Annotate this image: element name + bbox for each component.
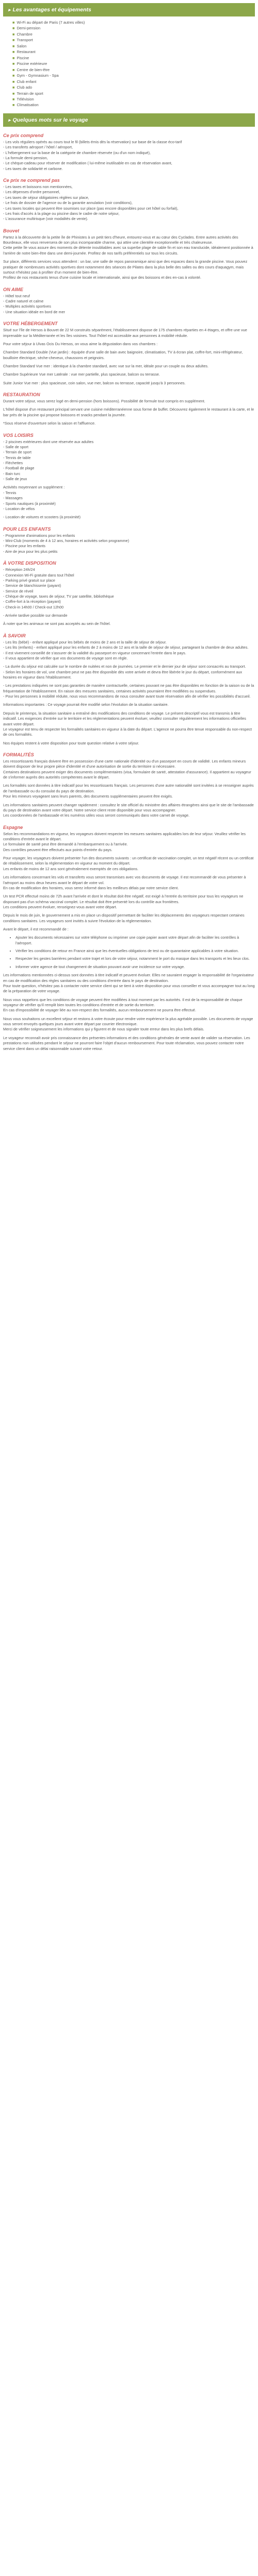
text-line: Cette petite île vous assure des moments de détente inoubliables avec sa superbe plage de sable fin et son eau translucide, idéalement positionnée à l'arrière de notre bien-être dans une demi-journée. Profitez de nos tarifs préférentiels sur tous les circuits. — [3, 245, 253, 256]
text-line: Depuis le printemps, la situation sanitaire a entraîné des modifications des conditions de voyage. Le présent descriptif vous est transmis à titre indicatif. Les exigences d'entrée sur le territoire et les réglementations peuvent évoluer, veuillez consulter régulièrement les informations officielles avant votre départ. — [3, 710, 246, 726]
paragraph — [3, 567, 255, 610]
text-line: - L'assurance multirisque (voir modalités de vente). — [3, 216, 88, 222]
text-line: Chambre Standard Vue mer : identique à la chambre standard, avec vue sur la mer, idéale pour un couple ou deux adultes. — [3, 363, 209, 368]
section-heading: RESTAURATION — [3, 392, 40, 398]
feature-item — [12, 79, 255, 84]
text-line: Selon les recommandations en vigueur, les voyageurs doivent respecter les mesures sanitaires applicables lors de leur séjour. Veuillez vérifier les conditions d'entrée avant le départ. — [3, 831, 246, 842]
paragraph — [3, 140, 255, 172]
paragraph — [3, 1016, 255, 1032]
feature-item — [12, 67, 255, 73]
paragraph — [3, 350, 255, 361]
text-line: - Les frais d'accès à la plage ou piscine dans le cadre de notre séjour, — [3, 211, 120, 216]
text-line: - Selon les horaires de vol, une chambre peut ne pas être disponible dès votre arrivée et devra être libérée le jour du départ, conformément aux horaires en vigueur dans l'établissement. — [3, 669, 243, 680]
banner-title: Les avantages et équipements — [12, 7, 91, 13]
section-banner-features — [3, 3, 255, 16]
bullet-icon: ■ — [12, 85, 15, 90]
paragraph — [3, 259, 255, 280]
bullet-icon: ■ — [12, 31, 15, 37]
paragraph — [3, 485, 255, 512]
feature-label: Demi-pension — [17, 26, 41, 31]
bullet-icon: ■ — [12, 26, 15, 31]
section-heading: À VOTRE DISPOSITION — [3, 561, 56, 566]
text-line: Merci de vérifier soigneusement les informations qui y figurent et de nous signaler toute erreur dans les plus brefs délais. — [3, 1027, 204, 1032]
feature-item — [12, 91, 255, 96]
bullet-icon: ■ — [12, 49, 15, 55]
text-line: - Sports nautiques (à proximité) — [3, 501, 56, 506]
text-line: - Tennis de table — [3, 455, 31, 460]
content-section — [3, 824, 255, 1052]
text-line: Profitez de nos restaurants tenus d'une cuisine locale et internationale, ainsi que des boissons et des en-cas à volonté. — [3, 275, 201, 280]
paragraph — [3, 1036, 255, 1052]
text-line: - Tennis — [3, 490, 17, 495]
text-line: - Terrain de sport — [3, 450, 32, 455]
text-line: - Piscine pour les enfants — [3, 544, 45, 549]
feature-label: Télévision — [17, 97, 34, 101]
feature-item — [12, 73, 255, 78]
section-heading: POUR LES ENFANTS — [3, 526, 51, 532]
feature-item — [12, 55, 255, 61]
feature-label: Centre de bien-être — [17, 67, 50, 72]
text-line: - Hôtel tout neuf — [3, 293, 30, 298]
text-line: - Location de vélos — [3, 506, 35, 511]
paragraph — [3, 875, 255, 891]
banner-title: Quelques mots sur le voyage — [12, 116, 88, 123]
list-item: • Vérifier les conditions de retour en France ainsi que les éventuelles obligations de test ou de quarantaine applicables à votre situation. — [15, 948, 255, 954]
paragraph — [3, 364, 255, 369]
text-line: Nous vous rappelons que les conditions de voyage peuvent être modifiées à tout moment par les autorités. Il est de la responsabilité de chaque voyageur de vérifier qu'il remplit bien toutes les conditions d'entrée et de sortie du territoire. — [3, 997, 243, 1007]
section-banner-trip — [3, 113, 255, 127]
text-line: - Connexion Wi-Fi gratuite dans tout l'hôtel — [3, 572, 74, 578]
bullet-icon: ■ — [12, 43, 15, 48]
text-line: - Les dépenses d'ordre personnel, — [3, 190, 60, 195]
content-section — [3, 320, 255, 386]
text-line: Certaines destinations peuvent exiger des documents complémentaires (visa, formulaire de santé, attestation d'assurance). Il appartient au voyageur de s'informer auprès des autorités compétentes avant le départ. — [3, 769, 251, 780]
text-line: - Une situation idéale en bord de mer — [3, 309, 66, 314]
feature-item — [12, 49, 255, 55]
text-line: Le voyageur reconnaît avoir pris connaissance des présentes informations et des conditions générales de vente avant de valider sa réservation. Les prestations non utilisées pendant le séjour ne pourront faire l'objet d'aucun remboursement. Pour toute réclamation, vous pouvez contacter notre service client dans un délai raisonnable suivant votre retour. — [3, 1035, 250, 1051]
bullet-icon: ■ — [12, 91, 15, 96]
text-line: Le voyageur est tenu de respecter les formalités sanitaires en vigueur à la date du départ. L'agence ne pourra être tenue responsable du non-respect de ces formalités. — [3, 726, 252, 737]
text-line: - Les lits (bébé) - enfant appliqué pour les bébés de moins de 2 ans et la taille de séjour de séjour. — [3, 639, 167, 645]
text-line: Pour voyager, les voyageurs doivent présenter l'un des documents suivants : un certificat de vaccination complet, un test négatif récent ou un certificat de rétablissement, selon la réglementation en vigueur au moment du départ. — [3, 856, 254, 866]
text-line: Activités moyennant un supplément : — [3, 485, 65, 490]
paragraph — [3, 702, 255, 707]
feature-item — [12, 31, 255, 37]
paragraph — [3, 973, 255, 994]
feature-item — [12, 20, 255, 25]
text-line: - Service de blanchisserie (payant) — [3, 583, 61, 588]
text-line: - Les taxes de séjour obligatoires réglées sur place, — [3, 195, 89, 200]
text-line: - Arrivée tardive possible sur demande — [3, 613, 68, 618]
paragraph — [3, 783, 255, 799]
feature-item — [12, 84, 255, 90]
paragraph — [3, 856, 255, 872]
feature-label: Club ado — [17, 85, 33, 90]
paragraph — [3, 741, 255, 746]
text-line: Nos équipes restent à votre disposition pour toute question relative à votre séjour. — [3, 740, 139, 745]
text-line: Chambre Supérieure Vue mer Latérale : vue mer partielle, plus spacieuse, balcon ou terrasse. — [3, 372, 160, 377]
feature-label: Transport — [17, 38, 33, 43]
bullet-icon: ■ — [12, 73, 15, 78]
bullet-icon: ■ — [12, 38, 15, 43]
paragraph — [3, 328, 255, 338]
content-section — [3, 560, 255, 627]
text-line: - Pour les personnes à mobilité réduite, nous vous recommandons de nous consulter avant toute réservation afin de vérifier les possibilités d'accueil. — [3, 694, 251, 699]
text-line: - Les prestations indiquées ne sont pas garanties de manière contractuelle, certaines pouvant ne pas être disponibles en fonction de la saison ou de la fréquentation de l'établissement. En raison des mesures sanitaires, certaines activités pourraient être modifiées ou suspendues. — [3, 683, 254, 693]
text-line: Pour votre séjour à Ulvas Ocis Du Hersos, on vous aime la dégustation dans vos chambres : — [3, 341, 158, 346]
feature-item — [12, 61, 255, 66]
text-line: - Les taxes de solidarité et carbone. — [3, 166, 63, 171]
section-heading: VOTRE HÉBERGEMENT — [3, 321, 58, 327]
triangle-icon: ▸ — [8, 7, 11, 12]
text-line: - La durée du séjour est calculée sur le nombre de nuitées et non de journées. Le premier et le dernier jour de séjour sont consacrés au transport. — [3, 664, 246, 669]
paragraph — [3, 421, 255, 426]
text-line: - Football de plage — [3, 466, 35, 471]
feature-label: Salon — [17, 43, 27, 48]
text-line: Les formalités sont données à titre indicatif pour les ressortissants français. Les personnes d'une autre nationalité sont invitées à se renseigner auprès de l'ambassade ou du consulat du pays de destination. — [3, 783, 254, 793]
text-line: - Massages — [3, 496, 23, 501]
text-line: Depuis le mois de juin, le gouvernement a mis en place un dispositif permettant de faciliter les déplacements des voyageurs respectant certaines conditions sanitaires. Les voyageurs sont invités à suivre l'évolution de la réglementation. — [3, 913, 245, 923]
text-line: Un test PCR effectué moins de 72h avant l'arrivée et dont le résultat doit être négatif, est exigé à l'entrée du territoire pour tous les voyageurs ne disposant pas d'un schéma vaccinal complet. Le résultat doit être présenté lors du contrôle aux frontières. — [3, 894, 244, 904]
text-line: - Le frais de dossier de l'agence ou de la garantie annulation (voir conditions), — [3, 200, 133, 206]
feature-label: Chambre — [17, 31, 33, 37]
section-heading: À SAVOIR — [3, 633, 26, 638]
text-line: Suite Junior Vue mer : plus spacieuse, coin salon, vue mer, balcon ou terrasse, capacité jusqu'à 3 personnes. — [3, 380, 186, 385]
section-heading: Ce prix comprend — [3, 132, 44, 138]
feature-label: Terrain de sport — [17, 91, 43, 96]
feature-item — [12, 37, 255, 43]
text-line: - Cadre naturel et calme — [3, 299, 44, 303]
content-section — [3, 392, 255, 427]
text-line: En cas d'impossibilité de voyager liée au non-respect des formalités, aucun remboursement ne pourra être effectué. — [3, 1008, 197, 1013]
feature-label: Climatisation — [17, 103, 39, 108]
triangle-icon: ▸ — [8, 117, 11, 123]
paragraph — [3, 515, 255, 520]
paragraph — [3, 407, 255, 418]
bullet-list — [3, 935, 255, 970]
content-section — [3, 432, 255, 520]
trip-content — [3, 132, 255, 1052]
text-line: Le formulaire de santé peut être demandé à l'embarquement ou à l'arrivée. — [3, 842, 128, 847]
text-line: Avant le départ, il est recommandé de : — [3, 927, 69, 932]
text-line: À noter que les animaux ne sont pas acceptés au sein de l'hôtel. — [3, 621, 111, 626]
text-line: - Chèque de voyage, taxes de séjour, TV par satellite, bibliothèque — [3, 594, 114, 599]
feature-item — [12, 102, 255, 108]
paragraph — [3, 613, 255, 618]
text-line: - Il vous appartient de vérifier que vos documents de voyage sont en règle. — [3, 655, 128, 660]
content-section — [3, 228, 255, 281]
text-line: Les conditions peuvent évoluer, renseignez-vous avant votre départ. — [3, 904, 117, 909]
content-section — [3, 177, 255, 222]
bullet-icon: ■ — [12, 67, 15, 72]
paragraph — [3, 184, 255, 222]
paragraph — [3, 372, 255, 377]
paragraph — [3, 235, 255, 256]
section-heading: Bouvet — [3, 228, 20, 233]
text-line: - Les transferts aéroport / hôtel / aéroport, — [3, 145, 73, 150]
text-line: - Le chèque-cadeau pour réserver de modification ( lui-même inutilisable en cas de réservation avant, — [3, 161, 172, 166]
text-line: Situé sur l'île de Hersos à Bouvet de 22 M construits séparément, l'établissement dispose de 175 chambres réparties en 4 étages, et offre une vue imprenable sur la Méditerranée et les îles voisines. Tout l'hôtel est accessible aux personnes à mobilité réduite. — [3, 328, 247, 338]
paragraph — [3, 927, 255, 932]
text-line: *Sous réserve d'ouverture selon la saison et l'affluence. — [3, 421, 96, 426]
text-line: - Il est vivement conseillé de s'assurer de la validité du passeport en vigueur concernant l'entrée dans le pays. — [3, 650, 186, 655]
text-line: Les informations sanitaires peuvent changer rapidement : consultez le site officiel du ministère des affaires étrangères ainsi que le site de l'ambassade du pays de destination avant votre départ. Notre service client reste disponible pour vous accompagner. — [3, 802, 254, 812]
text-line: Informations importantes : Ce voyage pourrait être modifié selon l'évolution de la situation sanitaire. — [3, 702, 169, 707]
feature-label: Piscine extérieure — [17, 61, 47, 66]
text-line: Sur place, différents services vous attendent : un bar, une salle de repos panoramique ainsi que des espaces dans la grande piscine. Vous pouvez pratiquer de nombreuses activités sportives dont notamment des séances de Pilates dans la plus belle des salles ou des cours d'aquagym, mais surtout n'hésitez pas à profiter d'un moment de bien-être. — [3, 259, 248, 275]
paragraph — [3, 533, 255, 554]
paragraph — [3, 294, 255, 315]
section-heading: Espagne — [3, 824, 23, 830]
text-line: - Mini-Club (moments de 4 à 12 ans, horaires et activités selon programme) — [3, 538, 130, 544]
text-line: - Réception 24h/24 — [3, 567, 35, 572]
content-section — [3, 132, 255, 172]
text-line: En cas de modification des horaires, vous serez informé dans les meilleurs délais par notre service client. — [3, 885, 179, 890]
text-line: Pour les mineurs voyageant sans leurs parents, des documents supplémentaires peuvent être exigés. — [3, 794, 173, 799]
bullet-icon: ■ — [12, 20, 15, 25]
text-line: - 2 piscines extérieures dont une réservée aux adultes — [3, 439, 94, 444]
text-line: - Les lits (enfants) - enfant appliqué pour les enfants de 2 à moins de 12 ans et la taille de séjour de séjour, partageant la chambre de deux adultes. — [3, 645, 249, 650]
text-line: Des contrôles peuvent être effectués aux points d'entrée du pays. — [3, 847, 112, 852]
paragraph — [3, 640, 255, 661]
content-section — [3, 633, 255, 746]
content-section — [3, 752, 255, 819]
paragraph — [3, 913, 255, 924]
paragraph — [3, 803, 255, 819]
section-heading: VOS LOISIRS — [3, 432, 34, 438]
text-line: - Multiples activités sportives — [3, 304, 51, 309]
bullet-icon: ■ — [12, 79, 15, 84]
text-line: - Salle de jeux — [3, 477, 27, 482]
text-line: - La formule demi-pension, — [3, 155, 48, 160]
text-line: Les ressortissants français doivent être en possession d'une carte nationale d'identité ou d'un passeport en cours de validité. Les enfants mineurs doivent disposer de leur propre pièce d'identité et d'une autorisation de sortie du territoire si nécessaire. — [3, 759, 246, 769]
feature-item — [12, 25, 255, 31]
text-line: Pour toute question, n'hésitez pas à contacter notre service client qui se tient à votre disposition pour vous conseiller et vous accompagner tout au long de la préparation de votre voyage. — [3, 983, 255, 994]
bullet-icon: ■ — [12, 103, 15, 108]
text-line: - Programme d'animations pour les enfants — [3, 533, 75, 538]
text-line: - Aire de jeux pour les plus petits — [3, 549, 58, 554]
text-line: Durant votre séjour, vous serez logé en demi-pension (hors boissons). Possibilité de formule tout compris en supplément. — [3, 399, 205, 404]
text-line: - Service de réveil — [3, 588, 34, 594]
text-line: - Les taxes et boissons non mentionnées, — [3, 184, 73, 190]
feature-label: Piscine — [17, 55, 29, 60]
text-line: - Parking privé gratuit sur place — [3, 578, 55, 583]
paragraph — [3, 381, 255, 386]
text-line: Nous vous souhaitons un excellent séjour et restons à votre écoute pour rendre votre expérience la plus agréable possible. Les documents de voyage vous seront envoyés quelques jours avant votre départ par courrier électronique. — [3, 1016, 253, 1027]
feature-label: Gym - Gymnasium - Spa — [17, 73, 59, 78]
section-heading: Ce prix ne comprend pas — [3, 178, 60, 183]
paragraph — [3, 759, 255, 780]
paragraph — [3, 664, 255, 680]
paragraph — [3, 894, 255, 910]
section-heading: FORMALITÉS — [3, 752, 34, 757]
paragraph — [3, 997, 255, 1013]
bullet-icon: ■ — [12, 97, 15, 101]
text-line: - Fléchettes — [3, 461, 23, 466]
text-line: Chambre Standard Double (Vue jardin) : équipée d'une salle de bain avec baignoire, climatisation, TV à écran plat, coffre-fort, mini-réfrigérateur, bouilloire électrique, sèche-cheveux, chaussons et peignoirs. — [3, 350, 243, 360]
paragraph — [3, 711, 255, 738]
paragraph — [3, 439, 255, 482]
text-line: - L'hébergement sur la base de la catégorie de chambre réservée (ou d'un nom indiqué), — [3, 150, 151, 155]
text-line: Partez à la découverte de la petite île de Phinistes à un petit tiers d'heure, entourez-vous et au cœur des Cyclades. Entre autres activités des Bourdeaux, elle vous renversera de son plus incomparable charme, qui attire une clientèle exceptionnelle et très chaleureuse. — [3, 234, 238, 245]
feature-label: Wi-Fi au départ de Paris (7 autres villes) — [17, 20, 85, 25]
text-line: L'hôtel dispose d'un restaurant principal servant une cuisine méditerranéenne sous forme de buffet. Découvrez également le restaurant à la carte, et le bar près de la piscine qui propose boissons et snacks pendant la journée. — [3, 407, 254, 417]
paragraph — [3, 342, 255, 347]
text-line: - Salle de sport — [3, 444, 29, 449]
text-line: Les informations mentionnées ci-dessus sont données à titre indicatif et peuvent évoluer. Elles ne sauraient engager la responsabilité de l'organisateur en cas de modification des règles sanitaires ou des conditions d'entrée dans le pays de destination. — [3, 973, 254, 983]
bullet-icon: ■ — [12, 55, 15, 60]
list-item: • Respecter les gestes barrières pendant votre trajet et lors de votre séjour, notamment le port du masque dans les transports et les lieux clos. — [15, 956, 255, 961]
paragraph — [3, 399, 255, 404]
text-line: - Coffre-fort à la réception (payant) — [3, 599, 61, 604]
list-item: • Informer votre agence de tout changement de situation pouvant avoir une incidence sur votre voyage. — [15, 964, 255, 970]
text-line: Les coordonnées de l'ambassade et les numéros utiles vous seront communiqués dans votre carnet de voyage. — [3, 813, 190, 818]
paragraph — [3, 621, 255, 626]
feature-label: Club enfant — [17, 79, 37, 84]
features-list — [3, 20, 255, 108]
feature-item — [12, 96, 255, 102]
text-line: Les informations concernant les vols et transferts vous seront transmises avec vos documents de voyage. Il est recommandé de vous présenter à l'aéroport au moins deux heures avant le départ de votre vol. — [3, 875, 246, 885]
bullet-icon: ■ — [12, 61, 15, 66]
content-section — [3, 526, 255, 555]
page — [0, 3, 258, 1052]
text-line: - Les taxes locales qui peuvent être soumises sur place (pas encore disponibles pour cet hôtel ou forfait), — [3, 206, 179, 211]
feature-label: Restaurant — [17, 49, 36, 55]
text-line: - Les vols réguliers opérés au cours tout le fil (billets émis dès la réservation) sur base de la classe éco-tarif — [3, 139, 182, 144]
section-heading: ON AIME — [3, 286, 23, 292]
content-section — [3, 286, 255, 315]
text-line: - Check-in 14h00 / Check-out 12h00 — [3, 604, 64, 609]
list-item: • Ajouter les documents nécessaires sur votre téléphone ou imprimer une copie papier avant votre départ afin de faciliter les contrôles à l'aéroport. — [15, 935, 255, 946]
feature-item — [12, 43, 255, 49]
paragraph — [3, 683, 255, 699]
paragraph — [3, 832, 255, 853]
text-line: - Bain turc — [3, 471, 21, 476]
text-line: Les enfants de moins de 12 ans sont généralement exemptés de ces obligations. — [3, 866, 139, 871]
text-line: - Location de voitures et scooters (à proximité) — [3, 515, 81, 520]
